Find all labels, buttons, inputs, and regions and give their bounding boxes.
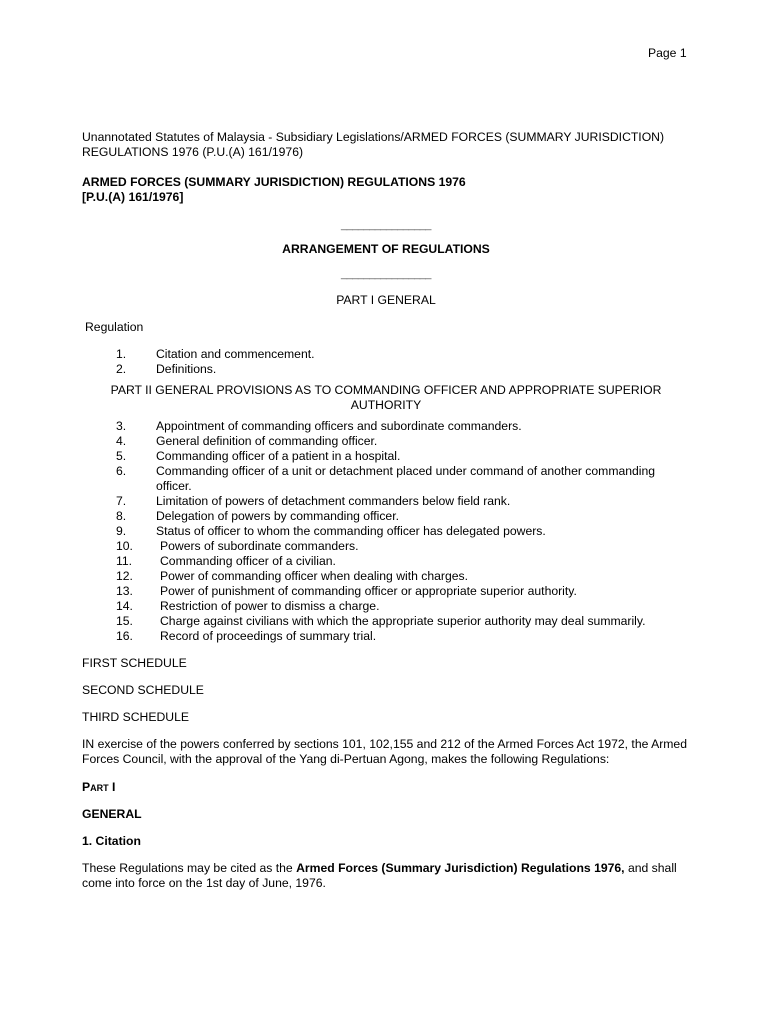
item-text: Delegation of powers by commanding officer. bbox=[156, 509, 399, 523]
item-text: General definition of commanding officer. bbox=[156, 434, 378, 448]
item-text: Power of commanding officer when dealing with charges. bbox=[160, 569, 469, 583]
title-line-1: ARMED FORCES (SUMMARY JURISDICTION) REGULATIONS 1976 bbox=[82, 175, 466, 189]
list-item bbox=[82, 434, 690, 449]
item-text: Definitions. bbox=[156, 362, 217, 376]
arrangement-heading: ARRANGEMENT OF REGULATIONS bbox=[282, 242, 490, 256]
list-item bbox=[82, 419, 690, 434]
item-number: 9. bbox=[116, 524, 127, 538]
item-number: 6. bbox=[116, 464, 127, 478]
list-item bbox=[82, 629, 690, 644]
item-text: Citation and commencement. bbox=[156, 347, 315, 361]
item-text: Record of proceedings of summary trial. bbox=[160, 629, 377, 643]
part1-heading: PART I GENERAL bbox=[336, 293, 436, 307]
second-schedule: SECOND SCHEDULE bbox=[82, 683, 204, 697]
item-number: 3. bbox=[116, 419, 127, 433]
list-item bbox=[82, 539, 690, 554]
item-number: 14. bbox=[116, 599, 133, 613]
item-number: 12. bbox=[116, 569, 133, 583]
preamble: IN exercise of the powers conferred by sections 101, 102,155 and 212 of the Armed Forces Act 1972, the Armed Forces Council, with the approval of the Yang di-Pertuan Agong, makes the following Regulations: bbox=[82, 737, 687, 766]
header-line-2: REGULATIONS 1976 (P.U.(A) 161/1976) bbox=[82, 145, 304, 159]
part2-list bbox=[82, 419, 690, 644]
list-item bbox=[82, 569, 690, 584]
part2-heading-line-2: AUTHORITY bbox=[350, 398, 422, 412]
item-number: 13. bbox=[116, 584, 133, 598]
item-number: 11. bbox=[116, 554, 133, 568]
list-item bbox=[82, 347, 690, 362]
header-line-1: Unannotated Statutes of Malaysia - Subsidiary Legislations/ARMED FORCES (SUMMARY JURISDICTION) bbox=[82, 130, 665, 144]
citation-text-after: and shall come into force on the 1st day of June, 1976. bbox=[82, 861, 677, 890]
citation-heading: 1. Citation bbox=[82, 834, 141, 848]
item-text: Commanding officer of a civilian. bbox=[160, 554, 336, 568]
list-item bbox=[82, 509, 690, 524]
document-title bbox=[82, 175, 690, 205]
body-general-label: GENERAL bbox=[82, 807, 142, 821]
separator-bottom: ________________ bbox=[341, 268, 431, 280]
list-item bbox=[82, 584, 690, 599]
list-item bbox=[82, 464, 690, 494]
list-item bbox=[82, 494, 690, 509]
item-text: Powers of subordinate commanders. bbox=[160, 539, 359, 553]
list-item bbox=[82, 449, 690, 464]
item-text: Power of punishment of commanding officer or appropriate superior authority. bbox=[160, 584, 577, 598]
separator-top: ________________ bbox=[341, 219, 431, 231]
document-header bbox=[82, 130, 690, 160]
citation-paragraph bbox=[82, 861, 690, 891]
item-text: Commanding officer of a patient in a hospital. bbox=[156, 449, 401, 463]
item-number: 16. bbox=[116, 629, 133, 643]
item-text: Restriction of power to dismiss a charge. bbox=[160, 599, 380, 613]
page-number: Page 1 bbox=[648, 46, 687, 60]
list-item bbox=[82, 362, 690, 377]
item-number: 15. bbox=[116, 614, 133, 628]
regulation-label: Regulation bbox=[85, 320, 144, 334]
item-number: 1. bbox=[116, 347, 127, 361]
citation-text-bold: Armed Forces (Summary Jurisdiction) Regulations 1976, bbox=[296, 861, 625, 875]
list-item bbox=[82, 614, 690, 629]
list-item bbox=[82, 554, 690, 569]
item-text: Limitation of powers of detachment commanders below field rank. bbox=[156, 494, 511, 508]
item-number: 4. bbox=[116, 434, 127, 448]
first-schedule: FIRST SCHEDULE bbox=[82, 656, 187, 670]
body-part-label: Part I bbox=[82, 780, 116, 794]
part1-list bbox=[82, 347, 690, 377]
item-text: Commanding officer of a unit or detachment placed under command of another commanding officer. bbox=[156, 464, 656, 493]
item-number: 5. bbox=[116, 449, 127, 463]
item-number: 8. bbox=[116, 509, 127, 523]
title-line-2: [P.U.(A) 161/1976] bbox=[82, 190, 184, 204]
citation-text-before: These Regulations may be cited as the bbox=[82, 861, 297, 875]
part2-heading bbox=[82, 383, 690, 413]
item-number: 7. bbox=[116, 494, 127, 508]
item-text: Appointment of commanding officers and subordinate commanders. bbox=[156, 419, 522, 433]
list-item bbox=[82, 524, 690, 539]
document-body bbox=[82, 130, 690, 891]
third-schedule: THIRD SCHEDULE bbox=[82, 710, 189, 724]
item-text: Status of officer to whom the commanding officer has delegated powers. bbox=[156, 524, 546, 538]
item-number: 10. bbox=[116, 539, 133, 553]
item-text: Charge against civilians with which the appropriate superior authority may deal summarily. bbox=[160, 614, 646, 628]
item-number: 2. bbox=[116, 362, 127, 376]
part2-heading-line-1: PART II GENERAL PROVISIONS AS TO COMMANDING OFFICER AND APPROPRIATE SUPERIOR bbox=[110, 383, 662, 397]
list-item bbox=[82, 599, 690, 614]
